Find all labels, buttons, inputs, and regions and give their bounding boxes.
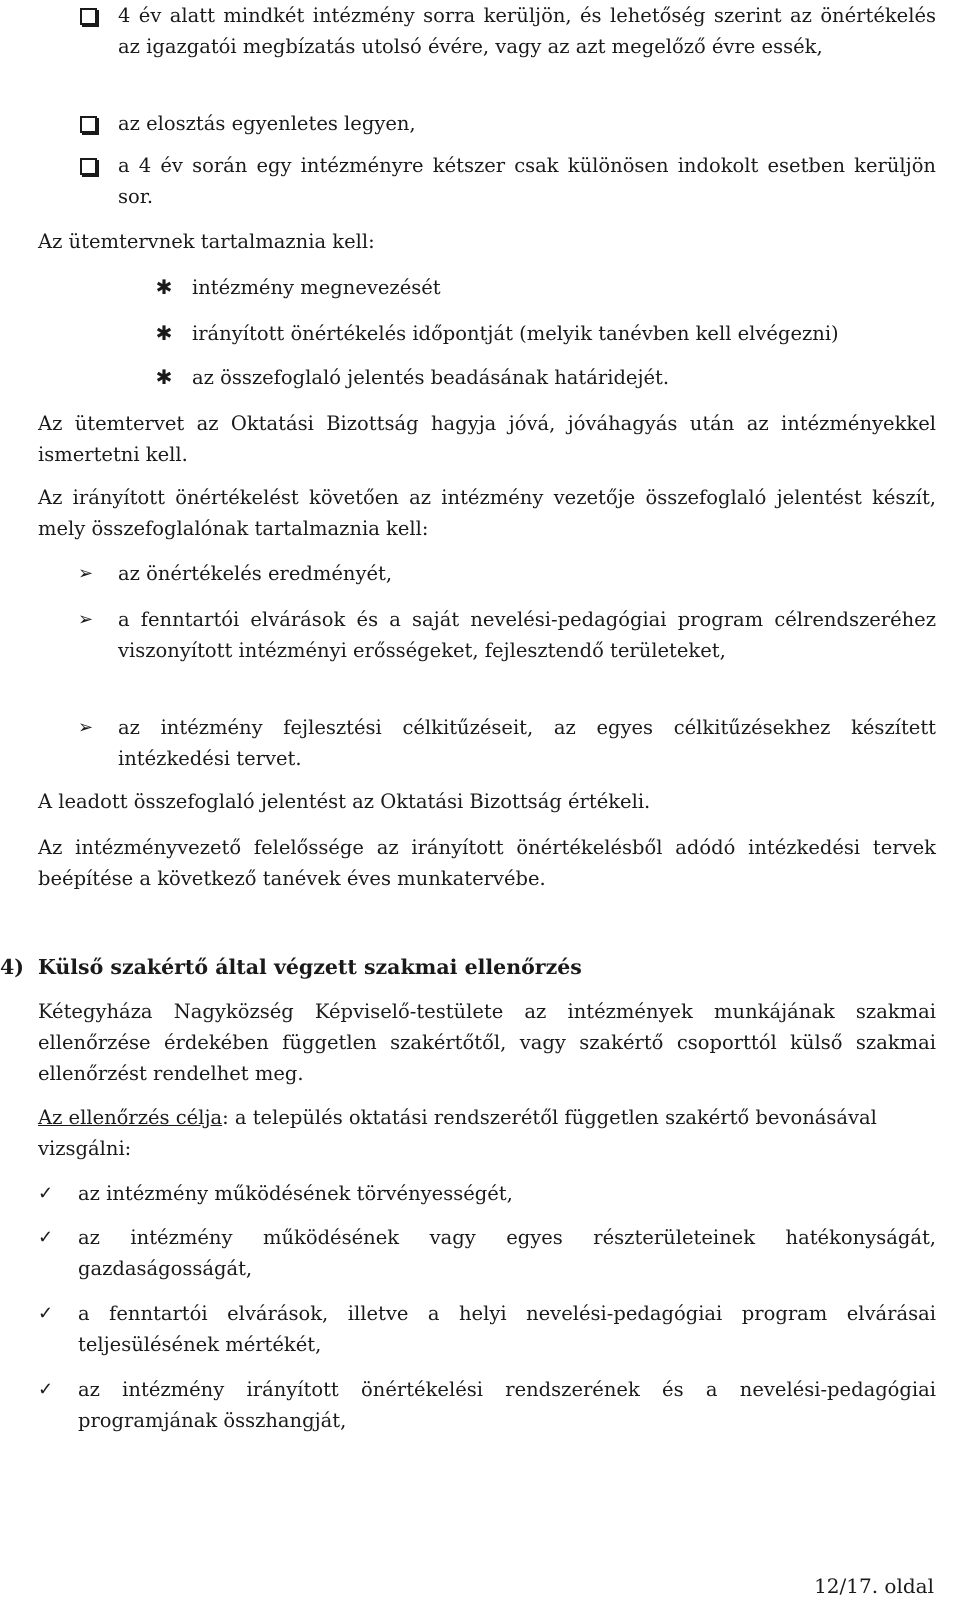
checkmark-bullet-icon: ✓ [38,1379,54,1400]
goal-paragraph [38,1102,936,1164]
report-item: ➢ az intézmény fejlesztési célkitűzéseit, az egyes célkitűzésekhez készített intézkedési tervet. [78,712,936,774]
goal-label: Az ellenőrzés célja [38,1106,223,1129]
checkmark-bullet-icon: ✓ [38,1227,54,1248]
checkbox-item: a 4 év során egy intézményre kétszer csak különösen indokolt esetben kerüljön sor. [80,150,936,212]
arrowhead-bullet-icon: ➢ [78,717,94,738]
schedule-item: ✱ az összefoglaló jelentés beadásának határidejét. [152,362,936,393]
checkmark-bullet-icon: ✓ [38,1183,54,1204]
checkbox-item: 4 év alatt mindkét intézmény sorra kerüljön, és lehetőség szerint az önértékelés az igazgatói megbízatás utolsó évére, vagy az azt megelőző évre essék, [80,0,936,62]
asterisk-bullet-icon: ✱ [155,275,173,299]
section-title: Külső szakértő által végzett szakmai ellenőrzés [38,955,582,979]
arrowhead-bullet-icon: ➢ [78,563,94,584]
checkmark-bullet-icon: ✓ [38,1303,54,1324]
page-number: 12/17. oldal [814,1574,934,1598]
evaluation-paragraph: A leadott összefoglaló jelentést az Oktatási Bizottság értékeli. [38,790,651,813]
arrowhead-bullet-icon: ➢ [78,609,94,630]
schedule-intro: Az ütemtervnek tartalmaznia kell: [38,230,375,253]
approval-paragraph: Az ütemtervet az Oktatási Bizottság hagyja jóvá, jóváhagyás után az intézményekkel ismertetni kell. [38,412,936,466]
report-intro-paragraph: Az irányított önértékelést követően az intézmény vezetője összefoglaló jelentést készít, mely összefoglalónak tartalmaznia kell: [38,486,936,540]
checkbox-item: az elosztás egyenletes legyen, [80,108,936,139]
goal-item: ✓ az intézmény működésének törvényességét, [38,1178,936,1209]
goal-item: ✓ az intézmény irányított önértékelési rendszerének és a nevelési-pedagógiai programjának összhangját, [38,1374,936,1436]
goal-item: ✓ az intézmény működésének vagy egyes részterületeinek hatékonyságát, gazdaságosságát, [38,1222,936,1284]
section-number: 4) [0,955,24,979]
schedule-item: ✱ irányított önértékelés időpontját (melyik tanévben kell elvégezni) [152,318,936,349]
section-heading [0,952,936,983]
asterisk-bullet-icon: ✱ [155,365,173,389]
section-intro-paragraph: Kétegyháza Nagyközség Képviselő-testülete az intézmények munkájának szakmai ellenőrzése érdekében független szakértőtől, vagy szakértő csoporttól külső szakmai ellenőrzést rendelhet meg. [38,1000,936,1085]
report-item: ➢ az önértékelés eredményét, [78,558,936,589]
asterisk-bullet-icon: ✱ [155,321,173,345]
checkbox-square-icon [80,150,104,184]
schedule-item: ✱ intézmény megnevezését [152,272,936,303]
checkbox-square-icon [80,108,104,142]
checkbox-square-icon [80,0,104,34]
goal-item: ✓ a fenntartói elvárások, illetve a helyi nevelési-pedagógiai program elvárásai teljesülésének mértékét, [38,1298,936,1360]
goal-text: : a település oktatási rendszerétől független szakértő bevonásával vizsgálni: [38,1106,877,1160]
responsibility-paragraph: Az intézményvezető felelőssége az irányított önértékelésből adódó intézkedési tervek beépítése a következő tanévek éves munkatervébe. [38,836,936,890]
report-item: ➢ a fenntartói elvárások és a saját nevelési-pedagógiai program célrendszeréhez viszonyított intézményi erősségeket, fejlesztendő területeket, [78,604,936,666]
